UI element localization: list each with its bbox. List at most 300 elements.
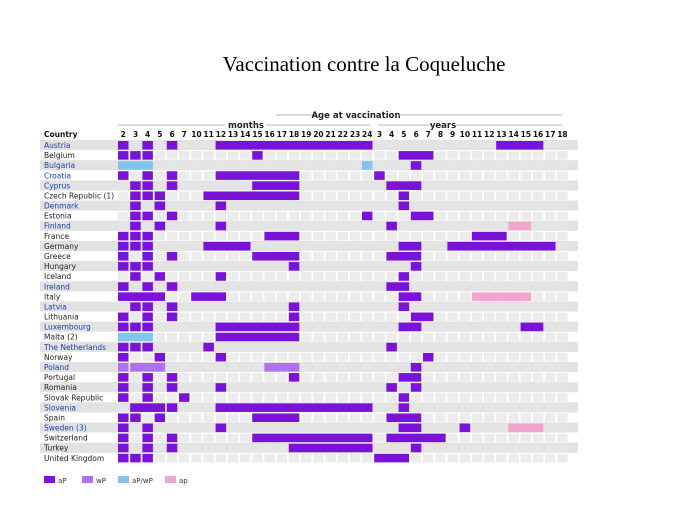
empty-cell bbox=[386, 202, 397, 211]
empty-cell bbox=[203, 212, 214, 221]
column-label: 11 bbox=[471, 130, 483, 139]
empty-cell bbox=[155, 252, 166, 261]
empty-cell bbox=[277, 313, 288, 322]
empty-cell bbox=[423, 171, 434, 180]
empty-cell bbox=[521, 413, 532, 422]
country-label[interactable]: Slovenia bbox=[44, 403, 76, 413]
country-label: Czech Republic (1) bbox=[44, 191, 115, 201]
empty-cell bbox=[533, 363, 544, 372]
schedule-cell bbox=[399, 403, 410, 412]
empty-cell bbox=[313, 181, 324, 190]
empty-cell bbox=[362, 222, 373, 231]
empty-cell bbox=[460, 161, 471, 170]
empty-cell bbox=[447, 272, 458, 281]
empty-cell bbox=[252, 232, 263, 241]
empty-cell bbox=[460, 313, 471, 322]
empty-cell bbox=[423, 383, 434, 392]
empty-cell bbox=[557, 403, 568, 412]
empty-cell bbox=[203, 161, 214, 170]
empty-cell bbox=[252, 373, 263, 382]
empty-cell bbox=[435, 252, 446, 261]
schedule-cell bbox=[118, 363, 129, 372]
empty-cell bbox=[435, 141, 446, 150]
empty-cell bbox=[252, 393, 263, 402]
schedule-cell bbox=[460, 424, 471, 433]
empty-cell bbox=[216, 302, 227, 311]
schedule-cell bbox=[130, 151, 141, 160]
country-label[interactable]: Latvia bbox=[44, 302, 67, 312]
empty-cell bbox=[435, 272, 446, 281]
empty-cell bbox=[277, 161, 288, 170]
empty-cell bbox=[313, 313, 324, 322]
empty-cell bbox=[338, 242, 349, 251]
column-label: 15 bbox=[252, 130, 263, 139]
empty-cell bbox=[167, 333, 178, 342]
empty-cell bbox=[289, 454, 300, 463]
empty-cell bbox=[508, 313, 519, 322]
empty-cell bbox=[435, 181, 446, 190]
empty-cell bbox=[289, 393, 300, 402]
empty-cell bbox=[472, 272, 483, 281]
empty-cell bbox=[362, 171, 373, 180]
empty-cell bbox=[179, 181, 190, 190]
empty-cell bbox=[301, 424, 312, 433]
empty-cell bbox=[203, 141, 214, 150]
empty-cell bbox=[545, 262, 556, 271]
country-label[interactable]: Finland bbox=[44, 221, 71, 231]
empty-cell bbox=[423, 141, 434, 150]
schedule-cell bbox=[386, 282, 409, 291]
empty-cell bbox=[325, 232, 336, 241]
country-column-header: Country bbox=[44, 130, 78, 139]
empty-cell bbox=[179, 232, 190, 241]
schedule-cell bbox=[399, 323, 422, 332]
empty-cell bbox=[374, 282, 385, 291]
empty-cell bbox=[386, 393, 397, 402]
empty-cell bbox=[521, 212, 532, 221]
empty-cell bbox=[338, 272, 349, 281]
empty-cell bbox=[533, 313, 544, 322]
empty-cell bbox=[411, 282, 422, 291]
schedule-cell bbox=[167, 212, 178, 221]
empty-cell bbox=[313, 222, 324, 231]
empty-cell bbox=[179, 151, 190, 160]
empty-cell bbox=[362, 282, 373, 291]
schedule-cell bbox=[167, 302, 178, 311]
empty-cell bbox=[496, 373, 507, 382]
empty-cell bbox=[472, 202, 483, 211]
empty-cell bbox=[399, 343, 410, 352]
empty-cell bbox=[508, 272, 519, 281]
empty-cell bbox=[240, 272, 251, 281]
empty-cell bbox=[240, 383, 251, 392]
empty-cell bbox=[191, 242, 202, 251]
empty-cell bbox=[240, 434, 251, 443]
country-label[interactable]: Sweden (3) bbox=[44, 423, 87, 433]
empty-cell bbox=[423, 272, 434, 281]
empty-cell bbox=[557, 141, 568, 150]
empty-cell bbox=[203, 454, 214, 463]
empty-cell bbox=[447, 403, 458, 412]
empty-cell bbox=[313, 212, 324, 221]
empty-cell bbox=[521, 444, 532, 453]
schedule-cell bbox=[142, 171, 153, 180]
empty-cell bbox=[325, 202, 336, 211]
empty-cell bbox=[179, 212, 190, 221]
empty-cell bbox=[155, 282, 166, 291]
schedule-cell bbox=[264, 232, 299, 241]
schedule-cell bbox=[142, 454, 153, 463]
empty-cell bbox=[289, 272, 300, 281]
empty-cell bbox=[460, 454, 471, 463]
country-label[interactable]: Denmark bbox=[44, 201, 79, 211]
empty-cell bbox=[508, 161, 519, 170]
empty-cell bbox=[301, 252, 312, 261]
empty-cell bbox=[338, 181, 349, 190]
empty-cell bbox=[496, 323, 507, 332]
schedule-cell bbox=[252, 413, 299, 422]
empty-cell bbox=[386, 373, 397, 382]
empty-cell bbox=[460, 262, 471, 271]
empty-cell bbox=[325, 161, 336, 170]
empty-cell bbox=[496, 302, 507, 311]
schedule-cell bbox=[167, 434, 178, 443]
empty-cell bbox=[374, 444, 385, 453]
column-label: 18 bbox=[288, 130, 300, 139]
empty-cell bbox=[350, 292, 361, 301]
empty-cell bbox=[191, 424, 202, 433]
empty-cell bbox=[155, 323, 166, 332]
empty-cell bbox=[508, 434, 519, 443]
empty-cell bbox=[301, 151, 312, 160]
empty-cell bbox=[521, 252, 532, 261]
empty-cell bbox=[447, 313, 458, 322]
column-label: 16 bbox=[264, 130, 275, 139]
country-label: Iceland bbox=[44, 272, 72, 282]
empty-cell bbox=[557, 363, 568, 372]
empty-cell bbox=[313, 343, 324, 352]
empty-cell bbox=[350, 343, 361, 352]
empty-cell bbox=[240, 353, 251, 362]
empty-cell bbox=[313, 232, 324, 241]
empty-cell bbox=[179, 333, 190, 342]
empty-cell bbox=[533, 151, 544, 160]
empty-cell bbox=[155, 444, 166, 453]
empty-cell bbox=[423, 191, 434, 200]
empty-cell bbox=[533, 282, 544, 291]
empty-cell bbox=[203, 434, 214, 443]
empty-cell bbox=[508, 343, 519, 352]
column-label: 13 bbox=[227, 130, 239, 139]
empty-cell bbox=[167, 424, 178, 433]
empty-cell bbox=[423, 323, 434, 332]
empty-cell bbox=[460, 232, 471, 241]
empty-cell bbox=[130, 424, 141, 433]
empty-cell bbox=[155, 141, 166, 150]
empty-cell bbox=[301, 393, 312, 402]
empty-cell bbox=[313, 383, 324, 392]
schedule-cell bbox=[374, 171, 385, 180]
empty-cell bbox=[557, 151, 568, 160]
empty-cell bbox=[496, 403, 507, 412]
country-label[interactable]: Luxembourg bbox=[44, 322, 91, 332]
empty-cell bbox=[338, 343, 349, 352]
column-label: 5 bbox=[401, 130, 407, 139]
empty-cell bbox=[386, 363, 397, 372]
empty-cell bbox=[460, 292, 471, 301]
empty-cell bbox=[399, 212, 410, 221]
empty-cell bbox=[325, 151, 336, 160]
empty-cell bbox=[240, 151, 251, 160]
empty-cell bbox=[508, 444, 519, 453]
empty-cell bbox=[264, 313, 275, 322]
empty-cell bbox=[374, 323, 385, 332]
empty-cell bbox=[362, 232, 373, 241]
empty-cell bbox=[521, 313, 532, 322]
empty-cell bbox=[374, 343, 385, 352]
empty-cell bbox=[264, 151, 275, 160]
empty-cell bbox=[228, 444, 239, 453]
empty-cell bbox=[557, 242, 568, 251]
empty-cell bbox=[460, 302, 471, 311]
schedule-cell bbox=[142, 323, 153, 332]
country-label[interactable]: Cyprus bbox=[44, 181, 71, 191]
empty-cell bbox=[240, 212, 251, 221]
empty-cell bbox=[545, 171, 556, 180]
schedule-cell bbox=[118, 353, 129, 362]
country-label[interactable]: Austria bbox=[44, 141, 71, 150]
empty-cell bbox=[411, 343, 422, 352]
empty-cell bbox=[557, 313, 568, 322]
empty-cell bbox=[533, 212, 544, 221]
empty-cell bbox=[155, 343, 166, 352]
empty-cell bbox=[399, 353, 410, 362]
schedule-cell bbox=[142, 424, 153, 433]
empty-cell bbox=[301, 282, 312, 291]
schedule-cell bbox=[167, 444, 178, 453]
empty-cell bbox=[374, 151, 385, 160]
schedule-cell bbox=[167, 252, 178, 261]
empty-cell bbox=[496, 191, 507, 200]
empty-cell bbox=[203, 413, 214, 422]
empty-cell bbox=[216, 373, 227, 382]
empty-cell bbox=[301, 202, 312, 211]
empty-cell bbox=[545, 424, 556, 433]
empty-cell bbox=[301, 383, 312, 392]
empty-cell bbox=[557, 323, 568, 332]
empty-cell bbox=[228, 373, 239, 382]
empty-cell bbox=[472, 161, 483, 170]
empty-cell bbox=[557, 434, 568, 443]
empty-cell bbox=[216, 212, 227, 221]
empty-cell bbox=[130, 383, 141, 392]
schedule-cell bbox=[118, 424, 129, 433]
country-label[interactable]: Ireland bbox=[44, 282, 70, 292]
empty-cell bbox=[252, 383, 263, 392]
empty-cell bbox=[435, 323, 446, 332]
empty-cell bbox=[521, 161, 532, 170]
empty-cell bbox=[447, 181, 458, 190]
empty-cell bbox=[264, 222, 275, 231]
empty-cell bbox=[521, 363, 532, 372]
empty-cell bbox=[216, 262, 227, 271]
schedule-cell bbox=[142, 302, 153, 311]
empty-cell bbox=[411, 403, 422, 412]
schedule-cell bbox=[216, 323, 300, 332]
country-label[interactable]: Poland bbox=[44, 362, 70, 372]
empty-cell bbox=[521, 171, 532, 180]
empty-cell bbox=[155, 434, 166, 443]
schedule-cell bbox=[362, 212, 373, 221]
empty-cell bbox=[545, 232, 556, 241]
empty-cell bbox=[252, 454, 263, 463]
country-label[interactable]: Bulgaria bbox=[44, 161, 76, 171]
empty-cell bbox=[228, 363, 239, 372]
country-label: Turkey bbox=[44, 443, 69, 453]
empty-cell bbox=[350, 191, 361, 200]
empty-cell bbox=[374, 353, 385, 362]
empty-cell bbox=[374, 161, 385, 170]
empty-cell bbox=[252, 292, 263, 301]
empty-cell bbox=[460, 181, 471, 190]
empty-cell bbox=[264, 262, 275, 271]
empty-cell bbox=[240, 363, 251, 372]
empty-cell bbox=[191, 161, 202, 170]
empty-cell bbox=[386, 151, 397, 160]
empty-cell bbox=[447, 292, 458, 301]
empty-cell bbox=[545, 373, 556, 382]
schedule-cell bbox=[130, 212, 141, 221]
empty-cell bbox=[545, 413, 556, 422]
empty-cell bbox=[338, 171, 349, 180]
empty-cell bbox=[289, 212, 300, 221]
empty-cell bbox=[447, 262, 458, 271]
empty-cell bbox=[118, 202, 129, 211]
empty-cell bbox=[423, 343, 434, 352]
schedule-cell bbox=[203, 242, 250, 251]
empty-cell bbox=[264, 292, 275, 301]
empty-cell bbox=[350, 363, 361, 372]
empty-cell bbox=[228, 272, 239, 281]
empty-cell bbox=[325, 212, 336, 221]
empty-cell bbox=[557, 424, 568, 433]
empty-cell bbox=[545, 292, 556, 301]
schedule-cell bbox=[118, 454, 129, 463]
empty-cell bbox=[423, 393, 434, 402]
empty-cell bbox=[484, 302, 495, 311]
empty-cell bbox=[167, 191, 178, 200]
empty-cell bbox=[264, 424, 275, 433]
schedule-cell bbox=[130, 222, 141, 231]
empty-cell bbox=[350, 212, 361, 221]
empty-cell bbox=[216, 454, 227, 463]
schedule-cell bbox=[216, 403, 373, 412]
country-label[interactable]: The Netherlands bbox=[44, 342, 107, 352]
schedule-cell bbox=[118, 343, 129, 352]
empty-cell bbox=[399, 333, 410, 342]
empty-cell bbox=[203, 363, 214, 372]
empty-cell bbox=[167, 161, 178, 170]
empty-cell bbox=[374, 181, 385, 190]
empty-cell bbox=[435, 232, 446, 241]
empty-cell bbox=[301, 212, 312, 221]
empty-cell bbox=[228, 161, 239, 170]
empty-cell bbox=[435, 151, 446, 160]
empty-cell bbox=[167, 323, 178, 332]
empty-cell bbox=[545, 353, 556, 362]
empty-cell bbox=[472, 393, 483, 402]
empty-cell bbox=[399, 222, 410, 231]
empty-cell bbox=[264, 454, 275, 463]
empty-cell bbox=[130, 141, 141, 150]
empty-cell bbox=[191, 343, 202, 352]
empty-cell bbox=[203, 373, 214, 382]
empty-cell bbox=[557, 212, 568, 221]
empty-cell bbox=[301, 181, 312, 190]
empty-cell bbox=[191, 181, 202, 190]
schedule-cell bbox=[142, 262, 153, 271]
empty-cell bbox=[216, 413, 227, 422]
empty-cell bbox=[374, 262, 385, 271]
empty-cell bbox=[447, 141, 458, 150]
country-label[interactable]: Croatia bbox=[44, 171, 71, 181]
empty-cell bbox=[362, 454, 373, 463]
schedule-cell bbox=[118, 262, 129, 271]
schedule-cell bbox=[142, 242, 153, 251]
empty-cell bbox=[264, 373, 275, 382]
empty-cell bbox=[435, 444, 446, 453]
empty-cell bbox=[240, 292, 251, 301]
empty-cell bbox=[252, 202, 263, 211]
empty-cell bbox=[508, 393, 519, 402]
empty-cell bbox=[203, 353, 214, 362]
empty-cell bbox=[228, 181, 239, 190]
empty-cell bbox=[460, 434, 471, 443]
schedule-cell bbox=[118, 373, 129, 382]
empty-cell bbox=[508, 191, 519, 200]
empty-cell bbox=[447, 413, 458, 422]
empty-cell bbox=[338, 191, 349, 200]
empty-cell bbox=[447, 353, 458, 362]
empty-cell bbox=[484, 161, 495, 170]
country-label: Hungary bbox=[44, 262, 77, 272]
empty-cell bbox=[423, 363, 434, 372]
empty-cell bbox=[362, 302, 373, 311]
empty-cell bbox=[386, 292, 397, 301]
empty-cell bbox=[338, 252, 349, 261]
empty-cell bbox=[521, 373, 532, 382]
empty-cell bbox=[313, 363, 324, 372]
empty-cell bbox=[533, 454, 544, 463]
empty-cell bbox=[325, 353, 336, 362]
schedule-cell bbox=[142, 393, 153, 402]
empty-cell bbox=[228, 252, 239, 261]
schedule-cell bbox=[472, 292, 531, 301]
empty-cell bbox=[289, 222, 300, 231]
empty-cell bbox=[374, 242, 385, 251]
schedule-cell bbox=[118, 393, 129, 402]
schedule-cell bbox=[155, 272, 166, 281]
empty-cell bbox=[179, 424, 190, 433]
schedule-cell bbox=[118, 141, 129, 150]
empty-cell bbox=[362, 413, 373, 422]
schedule-cell bbox=[118, 232, 129, 241]
empty-cell bbox=[191, 313, 202, 322]
empty-cell bbox=[350, 454, 361, 463]
empty-cell bbox=[557, 333, 568, 342]
empty-cell bbox=[179, 373, 190, 382]
empty-cell bbox=[521, 333, 532, 342]
